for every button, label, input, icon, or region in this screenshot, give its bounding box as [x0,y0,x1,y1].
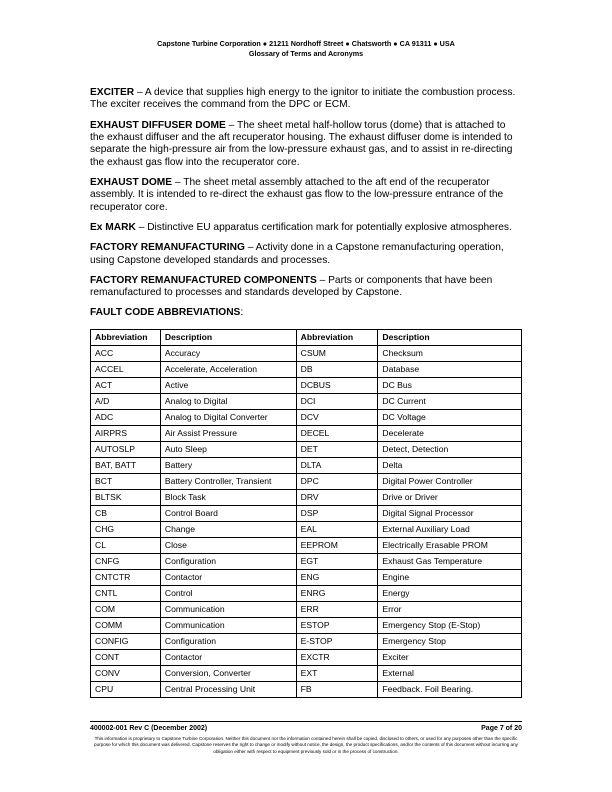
description-cell: Exhaust Gas Temperature [378,553,522,569]
abbreviation-cell: EXT [296,665,378,681]
table-row [91,585,522,601]
description-cell: Decelerate [378,425,522,441]
abbreviation-cell: E-STOP [296,633,378,649]
abbreviation-cell: ENG [296,569,378,585]
glossary-entry [90,242,522,267]
description-cell: Central Processing Unit [160,681,296,697]
abbreviation-cell: FB [296,681,378,697]
description-cell: Block Task [160,489,296,505]
abbreviation-cell: DRV [296,489,378,505]
abbreviation-cell: DPC [296,473,378,489]
table-row [91,361,522,377]
table-row [91,377,522,393]
fault-code-table [90,329,522,698]
abbreviation-cell: CNFG [91,553,161,569]
glossary-term: EXHAUST DOME [90,177,173,189]
glossary-term: EXCITER [90,87,135,98]
table-row [91,665,522,681]
page-content [90,87,522,698]
glossary-definition: Distinctive EU apparatus certification mark for potentially explosive atmospheres. [147,222,512,234]
table-row [91,617,522,633]
table-row [91,537,522,553]
description-cell: Close [160,537,296,553]
abbreviation-cell: ACT [91,377,161,393]
abbreviation-cell: ESTOP [296,617,378,633]
abbreviation-cell: DSP [296,505,378,521]
abbreviation-cell: DET [296,441,378,457]
description-cell: Auto Sleep [160,441,296,457]
description-cell: Digital Power Controller [378,473,522,489]
glossary-separator: – [172,177,184,189]
footer-document-id: 400002-001 Rev C (December 2002) [90,725,208,732]
glossary-term: EXHAUST DIFFUSER DOME [90,119,226,131]
glossary-entry [90,222,522,234]
description-cell: Electrically Erasable PROM [378,537,522,553]
table-row [91,553,522,569]
description-cell: External Auxiliary Load [378,521,522,537]
description-cell: Accuracy [160,345,296,361]
description-cell: Contactor [160,649,296,665]
description-cell: Emergency Stop (E-Stop) [378,617,522,633]
abbreviation-cell: BLTSK [91,489,161,505]
abbreviation-cell: CPU [91,681,161,697]
table-row [91,409,522,425]
description-cell: Active [160,377,296,393]
abbreviation-cell: DCV [296,409,378,425]
glossary-separator: – [244,242,256,254]
abbreviation-cell: DCI [296,393,378,409]
description-cell: Contactor [160,569,296,585]
abbreviation-cell: CNTCTR [91,569,161,585]
description-cell: DC Voltage [378,409,522,425]
abbreviation-cell: DECEL [296,425,378,441]
fault-code-heading-colon: : [240,307,244,319]
description-cell: Air Assist Pressure [160,425,296,441]
abbreviation-cell: CONFIG [91,633,161,649]
description-cell: Detect, Detection [378,441,522,457]
glossary-term: FACTORY REMANUFACTURED COMPONENTS [90,274,317,286]
table-row [91,393,522,409]
glossary-definition: A device that supplies high energy to the ignitor to initiate the combustion process. The exciter receives the command from the DPC or ECM. [90,87,516,111]
description-cell: Checksum [378,345,522,361]
description-cell: DC Bus [378,377,522,393]
glossary-definition: Parts or components that have been remanufactured to processes and standards developed by Capstone. [90,274,493,299]
table-row [91,457,522,473]
abbreviation-cell: CONV [91,665,161,681]
glossary-definition: The sheet metal assembly attached to the aft end of the recuperator assembly. It is intended to re-direct the exhaust gas flow to the low-pressure entrance of the recuperator core. [90,177,504,213]
description-cell: Control Board [160,505,296,521]
glossary-separator: – [135,222,148,234]
abbreviation-cell: ADC [91,409,161,425]
abbreviation-cell: BCT [91,473,161,489]
glossary-entry [90,87,522,112]
table-row [91,521,522,537]
description-cell: Change [160,521,296,537]
abbreviation-cell: COM [91,601,161,617]
footer-proprietary-notice: This information is proprietary to Capstone Turbine Corporation. Neither this document nor the information contained herein shall be copied, disclosed to others, or used for any purposes other than the specific purpose for which this document was delivered. Capstone reserves the right to change or modify without notice, the design, the product specifications, and/or the contents of this document without incurring any obligation either with respect to equipment previously sold or in the process of construction. [94,736,518,754]
glossary-definition: Activity done in a Capstone remanufacturing operation, using Capstone developed standards and processes. [90,242,504,266]
description-cell: Analog to Digital Converter [160,409,296,425]
abbreviation-cell: DCBUS [296,377,378,393]
table-row [91,633,522,649]
description-cell: Energy [378,585,522,601]
description-cell: Engine [378,569,522,585]
abbreviation-cell: AUTOSLP [91,441,161,457]
abbreviation-cell: A/D [91,393,161,409]
table-row [91,425,522,441]
description-cell: Conversion, Converter [160,665,296,681]
description-cell: Analog to Digital [160,393,296,409]
glossary-separator: – [134,87,145,98]
abbreviation-cell: CNTL [91,585,161,601]
description-cell: Database [378,361,522,377]
description-cell: Configuration [160,633,296,649]
glossary-separator: – [225,119,237,131]
table-row [91,345,522,361]
abbreviation-cell: ACC [91,345,161,361]
table-row [91,681,522,697]
fault-code-heading-text: FAULT CODE ABBREVIATIONS [90,307,241,319]
table-row [91,441,522,457]
abbreviation-cell: ENRG [296,585,378,601]
description-cell: External [378,665,522,681]
description-cell: Delta [378,457,522,473]
description-cell: Drive or Driver [378,489,522,505]
abbreviation-cell: CONT [91,649,161,665]
abbreviation-cell: DB [296,361,378,377]
abbreviation-cell: ACCEL [91,361,161,377]
table-row [91,489,522,505]
description-cell: Communication [160,617,296,633]
description-cell: Exciter [378,649,522,665]
fault-code-heading [90,307,522,319]
description-cell: Feedback. Foil Bearing. [378,681,522,697]
column-header-abbreviation: Abbreviation [91,329,161,345]
abbreviation-cell: BAT, BATT [91,457,161,473]
table-header-row [91,329,522,345]
abbreviation-cell: EGT [296,553,378,569]
description-cell: DC Current [378,393,522,409]
abbreviation-cell: COMM [91,617,161,633]
table-row [91,649,522,665]
abbreviation-cell: ERR [296,601,378,617]
abbreviation-cell: EEPROM [296,537,378,553]
description-cell: Communication [160,601,296,617]
glossary-definition: The sheet metal half-hollow torus (dome) that is attached to the exhaust diffuser and the aft recuperator housing. The exhaust diffuser dome is intended to separate the high-pressure air from the low-pressure exhaust gas, and to assist in re-directing the exhaust gas flow into the recuperator core. [90,119,513,168]
glossary-entry [90,120,522,170]
abbreviation-cell: CL [91,537,161,553]
abbreviation-cell: AIRPRS [91,425,161,441]
header-document-title: Glossary of Terms and Acronyms [248,49,364,58]
abbreviation-cell: EAL [296,521,378,537]
abbreviation-cell: DLTA [296,457,378,473]
description-cell: Battery Controller, Transient [160,473,296,489]
glossary-entry [90,275,522,300]
description-cell: Control [160,585,296,601]
glossary-term: Ex MARK [90,222,136,234]
glossary-entries [90,87,522,300]
table-row [91,473,522,489]
column-header-description: Description [378,329,522,345]
table-row [91,505,522,521]
column-header-description: Description [160,329,296,345]
abbreviation-cell: CHG [91,521,161,537]
description-cell: Accelerate, Acceleration [160,361,296,377]
footer-divider [90,721,522,722]
page-header [0,39,612,59]
description-cell: Emergency Stop [378,633,522,649]
table-row [91,569,522,585]
table-row [91,601,522,617]
abbreviation-cell: EXCTR [296,649,378,665]
header-company-address: Capstone Turbine Corporation ● 21211 Nordhoff Street ● Chatsworth ● CA 91311 ● USA [157,39,455,48]
fault-code-table-body [91,345,522,697]
description-cell: Battery [160,457,296,473]
description-cell: Digital Signal Processor [378,505,522,521]
description-cell: Configuration [160,553,296,569]
glossary-entry [90,177,522,214]
footer-page-number: Page 7 of 20 [481,725,522,732]
column-header-abbreviation: Abbreviation [296,329,378,345]
description-cell: Error [378,601,522,617]
abbreviation-cell: CSUM [296,345,378,361]
abbreviation-cell: CB [91,505,161,521]
glossary-separator: – [316,274,329,286]
glossary-term: FACTORY REMANUFACTURING [90,242,245,254]
